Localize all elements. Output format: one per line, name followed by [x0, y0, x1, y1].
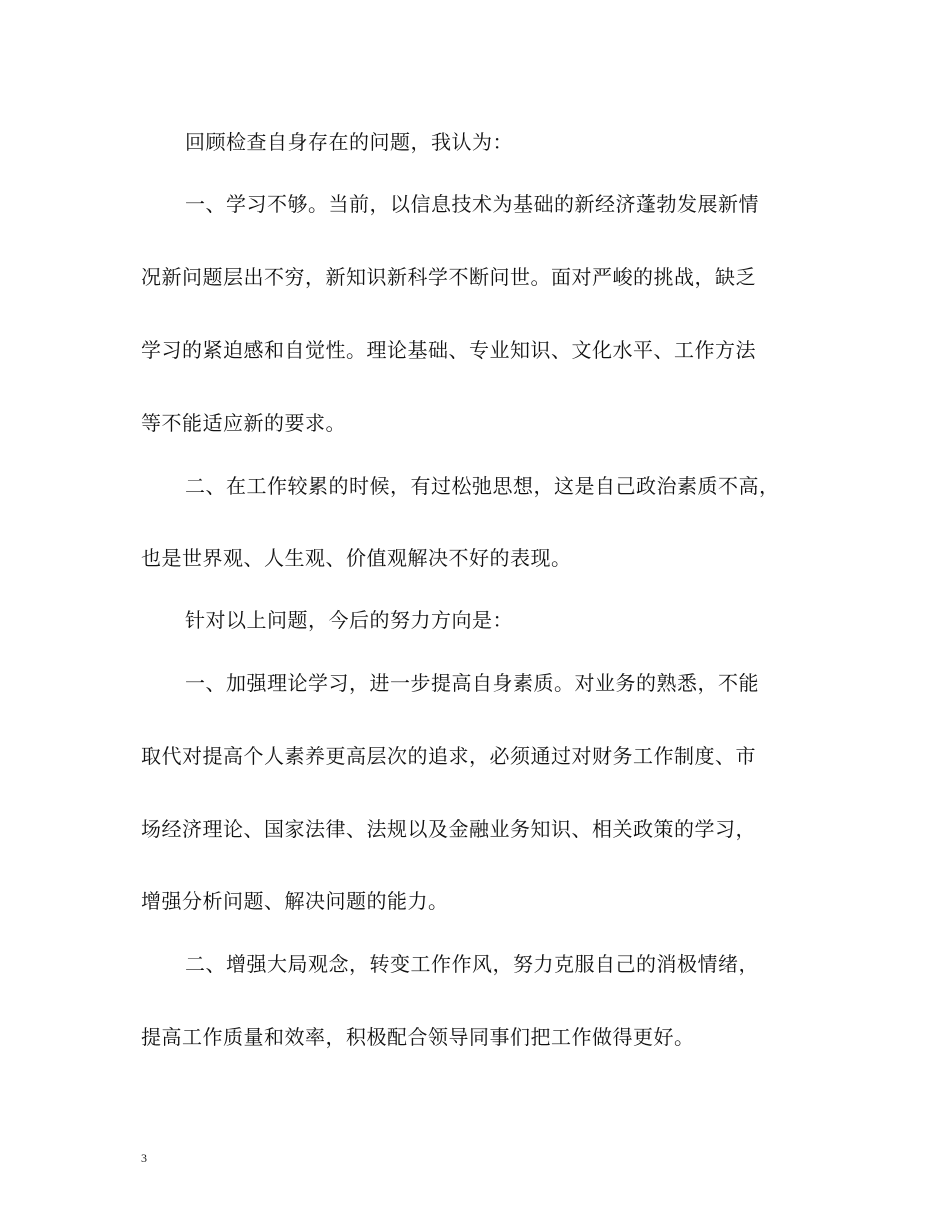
paragraph-line: 场经济理论、国家法律、法规以及金融业务知识、相关政策的学习，: [141, 817, 756, 841]
paragraph-line: 学习的紧迫感和自觉性。理论基础、专业知识、文化水平、工作方法: [141, 338, 756, 362]
paragraph-line: 况新问题层出不穷，新知识新科学不断问世。面对严峻的挑战，缺乏: [141, 265, 756, 289]
page-number: 3: [141, 1151, 147, 1165]
paragraph-line: 等不能适应新的要求。: [141, 411, 346, 435]
paragraph-line: 一、学习不够。当前，以信息技术为基础的新经济蓬勃发展新情: [185, 192, 759, 216]
paragraph-line: 取代对提高个人素养更高层次的追求，必须通过对财务工作制度、市: [141, 744, 756, 768]
paragraph-line: 二、增强大局观念，转变工作作风，努力克服自己的消极情绪，: [185, 952, 759, 976]
paragraph-line: 二、在工作较累的时候，有过松弛思想，这是自己政治素质不高，: [185, 474, 780, 498]
paragraph-line: 增强分析问题、解决问题的能力。: [141, 889, 449, 913]
paragraph-line: 也是世界观、人生观、价值观解决不好的表现。: [141, 546, 572, 570]
paragraph-line: 一、加强理论学习，进一步提高自身素质。对业务的熟悉，不能: [185, 671, 759, 695]
paragraph-line: 回顾检查自身存在的问题，我认为：: [185, 130, 513, 154]
paragraph-line: 针对以上问题，今后的努力方向是：: [185, 608, 513, 632]
paragraph-line: 提高工作质量和效率，积极配合领导同事们把工作做得更好。: [141, 1025, 695, 1049]
